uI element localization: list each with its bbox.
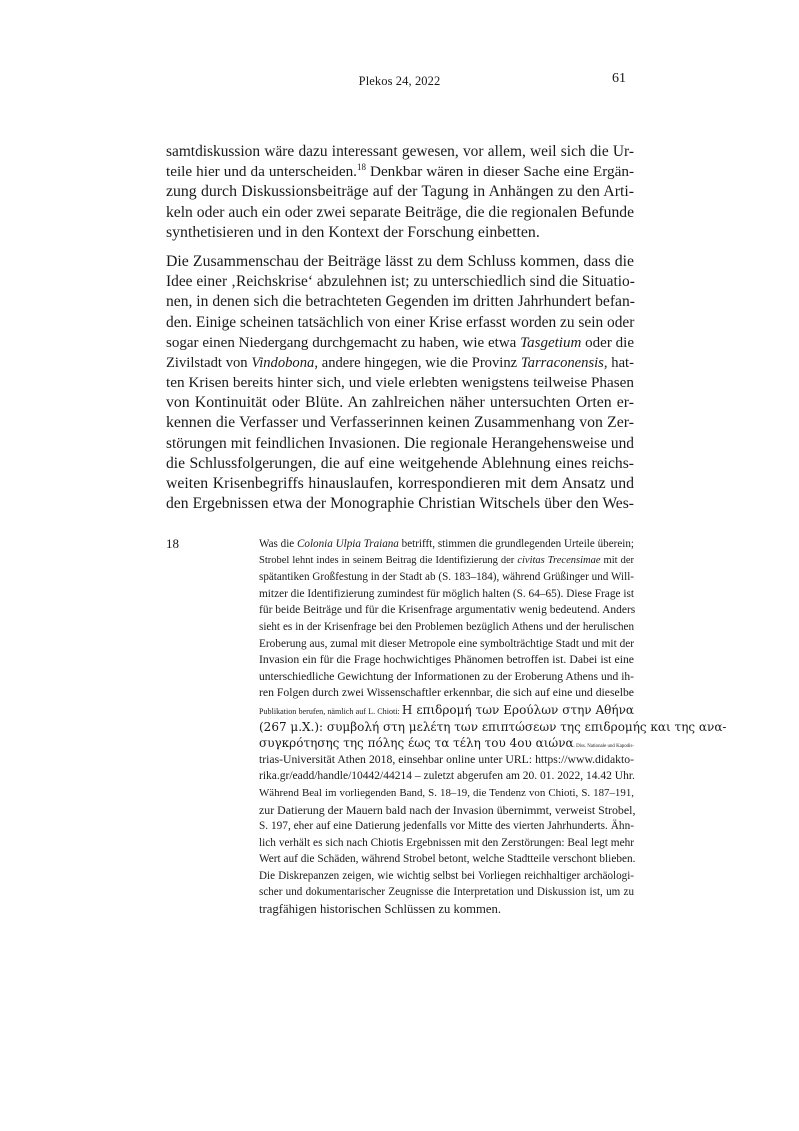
text-line: weiten Krisenbegriffs hinauslaufen, korrespondieren mit dem Ansatz und [166, 475, 634, 492]
paragraph-spacer [166, 243, 634, 252]
paragraph-1 [166, 142, 634, 243]
page-number: 61 [612, 71, 626, 86]
footnote-number: 18 [166, 536, 179, 551]
italic-term: Tasgetium [520, 334, 582, 351]
footnote-line: Wert auf die Schäden, während Strobel betont, welche Stadtteile verschont blieben. [259, 853, 636, 866]
italic-term: Vindobona [251, 354, 315, 371]
greek-title: (267 μ.Χ.): συμβολή στη μελέτη των επιπτώσεων της επιδρομής και της ανα- [259, 719, 727, 734]
italic-term: civitas Trecensimae [517, 554, 601, 566]
text-run: , andere hingegen, wie die Provinz [314, 354, 521, 371]
footnote-line [259, 702, 634, 719]
running-head: Plekos 24, 2022 [358, 74, 441, 88]
footnote-line: mitzer die Identifizierung zumindest für möglich halten (S. 64–65). Diese Frage ist [259, 587, 634, 600]
text-run: betrifft, stimmen die grundlegenden Urteile überein; [398, 538, 634, 550]
text-run: Strobel lehnt indes in seinem Beitrag die Identifizierung der [259, 554, 518, 566]
text-line: den Ergebnissen etwa der Monographie Christian Witschels über den Wes- [166, 495, 634, 513]
text-run: sogar einen Niedergang durchgemacht zu haben, wie etwa [166, 334, 521, 351]
text-run: Was die [259, 538, 298, 550]
text-line: den. Einige scheinen tatsächlich von einer Krise erfasst worden zu sein oder [166, 313, 635, 331]
text-line: Idee einer ‚Reichskrise‘ abzulehnen ist; zu unterschiedlich sind die Situatio- [166, 273, 635, 291]
text-run: Zivilstadt von [166, 354, 252, 371]
footnote-line: für beide Beiträge und für die Krisenfrage argumentativ wenig bedeutend. Anders [259, 604, 636, 617]
text-line: von Kontinuität oder Blüte. An zahlreichen näher untersuchten Orten er- [166, 394, 634, 412]
footnote-line: tragfähigen historischen Schlüssen zu kommen. [259, 902, 502, 917]
footnote-reference[interactable]: 18 [356, 162, 366, 173]
footnote-line: rika.gr/eadd/handle/10442/44214 – zuletzt abgerufen am 20. 01. 2022, 14.42 Uhr. [259, 770, 635, 783]
italic-term: Colonia Ulpia Traiana [297, 538, 399, 550]
footnote-line: ren Folgen durch zwei Wissenschaftler erkennbar, die sich auf eine und dieselbe [259, 686, 634, 700]
footnote-line: Die Diskrepanzen zeigen, wie wichtig selbst bei Vorliegen reichhaltiger archäologi- [259, 869, 634, 882]
text-line: die Schlussfolgerungen, die auf eine weitgehende Ablehnung eines reichs- [166, 454, 634, 472]
text-line: synthetisieren und in den Kontext der Forschung einbetten. [166, 223, 540, 241]
footnote-line: sieht es in der Krisenfrage bei den Problemen bezüglich Athens und der herulischen [259, 620, 634, 633]
footnote-line: spätantiken Großfestung in der Stadt ab (S. 183–184), während Grüßinger und Will- [259, 571, 634, 584]
footnote-line: zur Datierung der Mauern bald nach der Invasion übernimmt, verweist Strobel, [259, 802, 636, 817]
text-line: nen, in denen sich die betrachteten Gegenden im dritten Jahrhundert befan- [166, 293, 635, 311]
text-run: Publikation berufen, nämlich auf L. Chioti: [259, 706, 402, 716]
paragraph-2 [166, 252, 634, 514]
text-line: kennen die Verfasser und Verfasserinnen keinen Zusammenhang von Zer- [166, 414, 634, 432]
greek-title: Η επιδρομή των Ερούλων στην Αθήνα [401, 702, 634, 717]
text-run: . Diss. Nationale und Kapodis- [573, 744, 635, 750]
footnote-line [259, 735, 634, 752]
text-line: keln oder auch ein oder zwei separate Beiträge, die die regionalen Befunde [166, 203, 634, 221]
text-line: zung durch Diskussionsbeiträge auf der Tagung in Anhängen zu den Arti- [166, 183, 634, 201]
text-run: , hat- [603, 354, 634, 371]
footnote-line [259, 553, 634, 570]
text-run: teile hier und da unterscheiden. [166, 163, 357, 181]
footnote-line: unterschiedliche Gewichtung der Informationen zu der Eroberung Athens und ih- [259, 670, 634, 683]
italic-term: Tarraconensis [520, 354, 604, 371]
footnote-line: scher und dokumentarischer Zeugnisse die Interpretation und Diskussion ist, um zu [259, 886, 634, 899]
text-line [166, 333, 634, 353]
text-line [166, 353, 634, 373]
footnote-line: Invasion ein für die Frage hochwichtiges Phänomen betroffen ist. Dabei ist eine [259, 653, 634, 667]
text-run: Denkbar wären in dieser Sache eine Ergän- [365, 163, 634, 181]
footnote-line: Eroberung aus, zumal mit dieser Metropole eine symbolträchtige Stadt und mit der [259, 637, 634, 650]
footnote-line: Während Beal im vorliegenden Band, S. 18–19, die Tendenz von Chioti, S. 187–191, [259, 786, 634, 799]
greek-title: συγκρότησης της πόλης έως τα τέλη του 4ου αιώνα [259, 736, 574, 751]
footnote-text [259, 536, 727, 918]
footnote-line [259, 719, 727, 736]
text-run: oder die [581, 334, 634, 351]
footnote-line [259, 536, 634, 553]
text-line: Die Zusammenschau der Beiträge lässt zu dem Schluss kommen, dass die [166, 252, 634, 270]
text-line: samtdiskussion wäre dazu interessant gewesen, vor allem, weil sich die Ur- [166, 143, 634, 160]
footnote-line: trias-Universität Athen 2018, einsehbar online unter URL: https://www.didakto- [259, 752, 634, 766]
body-text [166, 142, 634, 514]
text-line: störungen mit feindlichen Invasionen. Die regionale Herangehensweise und [166, 434, 634, 452]
text-line: ten Krisen bereits hinter sich, und viele erlebten wenigstens teilweise Phasen [166, 374, 634, 392]
text-line [166, 162, 634, 182]
text-run: mit der [600, 554, 634, 566]
footnote-line: lich verhält es sich nach Chiotis Ergebnissen mit den Zerstörungen: Beal legt mehr [259, 836, 634, 849]
footnote-line: S. 197, eher auf eine Datierung jedenfalls vor Mitte des vierten Jahrhunderts. Ähn- [259, 820, 634, 833]
